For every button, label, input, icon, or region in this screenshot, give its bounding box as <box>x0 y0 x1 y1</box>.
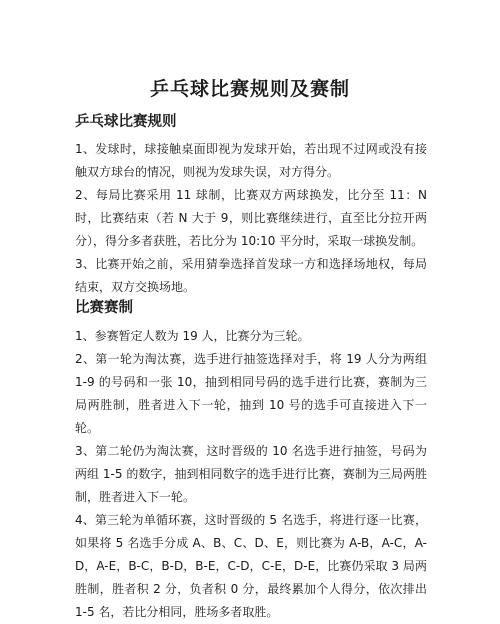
paragraph: 3、第二轮仍为淘汰赛，这时晋级的 10 名选手进行抽签，号码为两组 1-5 的数字，抽到相同数字的选手进行比赛，赛制为三局两胜制，胜者进入下一轮。 <box>75 444 427 504</box>
section-heading-rules: 乒乓球比赛规则 <box>75 114 177 130</box>
paragraph: 1、发球时，球接触桌面即视为发球开始，若出现不过网或没有接触双方球台的情况，则视为发球失误，对方得分。 <box>75 142 427 179</box>
section-rules-body <box>75 138 427 299</box>
paragraph: 3、比赛开始之前，采用猜拳选择首发球一方和选择场地权，每局结束，双方交换场地。 <box>75 257 427 294</box>
section-heading-format: 比赛赛制 <box>75 300 133 316</box>
paragraph: 2、每局比赛采用 11 球制，比赛双方两球换发，比分至 11：N 时，比赛结束（若 N 大于 9，则比赛继续进行，直至比分拉开两分），得分多者获胜，若比分为 10:10 平分时，采取一球换发制。 <box>75 188 427 248</box>
paragraph: 1、参赛暂定人数为 19 人，比赛分为三轮。 <box>75 329 310 343</box>
document-title: 乒乓球比赛规则及赛制 <box>149 78 350 100</box>
paragraph: 4、第三轮为单循环赛，这时晋级的 5 名选手，将进行逐一比赛，如果将 5 名选手分成 A、B、C、D、E，则比赛为 A-B，A-C，A-D，A-E，B-C，B-D，B-E，C-D，C-E，D-E，比赛仍采取 3 局两胜制，胜者积 2 分，负者积 0 分，最终累加个人得分，依次排出 1-5 名，若比分相同，胜场多者取胜。 <box>75 513 427 619</box>
paragraph: 2、第一轮为淘汰赛，选手进行抽签选择对手，将 19 人分为两组 1-9 的号码和一张 10，抽到相同号码的选手进行比赛，赛制为三局两胜制，胜者进入下一轮，抽到 10 号的选手可直接进入下一轮。 <box>75 352 427 435</box>
section-format-body <box>75 325 427 624</box>
